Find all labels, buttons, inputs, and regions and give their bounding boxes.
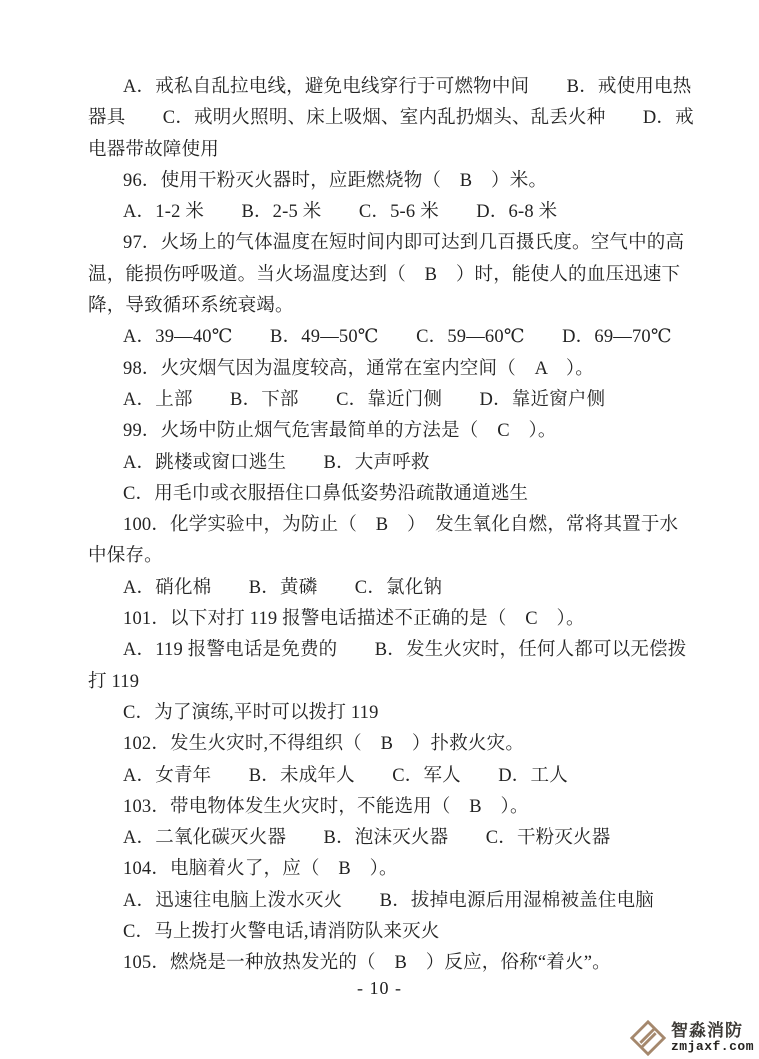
- document-line: A．女青年 B．未成年人 C．军人 D．工人: [123, 765, 568, 786]
- brand-watermark: [629, 1019, 754, 1057]
- document-line: 101．以下对打 119 报警电话描述不正确的是（ C ）。: [123, 609, 585, 630]
- document-line: 温，能损伤呼吸道。当火场温度达到（ B ）时，能使人的血压迅速下: [88, 264, 681, 285]
- document-line: A．硝化棉 B．黄磷 C．氯化钠: [123, 577, 443, 598]
- document-line: 97．火场上的气体温度在短时间内即可达到几百摄氏度。空气中的高: [123, 233, 685, 254]
- document-line: A．1-2 米 B．2-5 米 C．5-6 米 D．6-8 米: [123, 202, 558, 223]
- document-line: A．迅速往电脑上泼水灭火 B．拔掉电源后用湿棉被盖住电脑: [123, 890, 655, 911]
- document-lines: [88, 72, 694, 980]
- document-line: 105．燃烧是一种放热发光的（ B ）反应，俗称“着火”。: [123, 953, 611, 974]
- document-line: A．119 报警电话是免费的 B．发生火灾时，任何人都可以无偿拨: [123, 640, 687, 661]
- document-line: 98．火灾烟气因为温度较高，通常在室内空间（ A ）。: [123, 358, 594, 379]
- document-line: A．上部 B．下部 C．靠近门侧 D．靠近窗户侧: [123, 389, 606, 410]
- document-line: A．二氧化碳灭火器 B．泡沫灭火器 C．干粉灭火器: [123, 828, 611, 849]
- document-line: 99．火场中防止烟气危害最简单的方法是（ C ）。: [123, 421, 557, 442]
- document-line: C．用毛巾或衣服捂住口鼻低姿势沿疏散通道逃生: [123, 483, 529, 504]
- page-number: - 10 -: [357, 978, 402, 998]
- document-line: 中保存。: [88, 546, 163, 567]
- diamond-z-logo-icon: [629, 1019, 667, 1057]
- document-line: A．跳楼或窗口逃生 B．大声呼救: [123, 452, 430, 473]
- document-line: 103．带电物体发生火灾时，不能选用（ B ）。: [123, 796, 529, 817]
- brand-url: zmjaxf.com: [670, 1039, 754, 1055]
- document-line: 96．使用干粉灭火器时，应距燃烧物（ B ）米。: [123, 170, 548, 191]
- document-line: 104．电脑着火了，应（ B ）。: [123, 859, 398, 880]
- document-line: 器具 C．戒明火照明、床上吸烟、室内乱扔烟头、乱丢火种 D．戒: [88, 108, 694, 129]
- document-line: 电器带故障使用: [88, 139, 219, 160]
- document-line: 102．发生火灾时,不得组织（ B ）扑救火灾。: [123, 734, 525, 755]
- document-line: A．戒私自乱拉电线，避免电线穿行于可燃物中间 B．戒使用电热: [123, 77, 692, 97]
- document-line: C．马上拨打火警电话,请消防队来灭火: [123, 922, 440, 943]
- document-line: 降，导致循环系统衰竭。: [88, 296, 294, 317]
- brand-text: [671, 1022, 754, 1053]
- document-line: A．39—40℃ B．49—50℃ C．59—60℃ D．69—70℃: [123, 327, 672, 348]
- document-line: 100．化学实验中，为防止（ B ） 发生氧化自燃，常将其置于水: [123, 515, 679, 536]
- document-line: 打 119: [88, 671, 140, 692]
- brand-name: 智淼消防: [670, 1021, 743, 1041]
- document-line: C．为了演练,平时可以拨打 119: [123, 702, 379, 723]
